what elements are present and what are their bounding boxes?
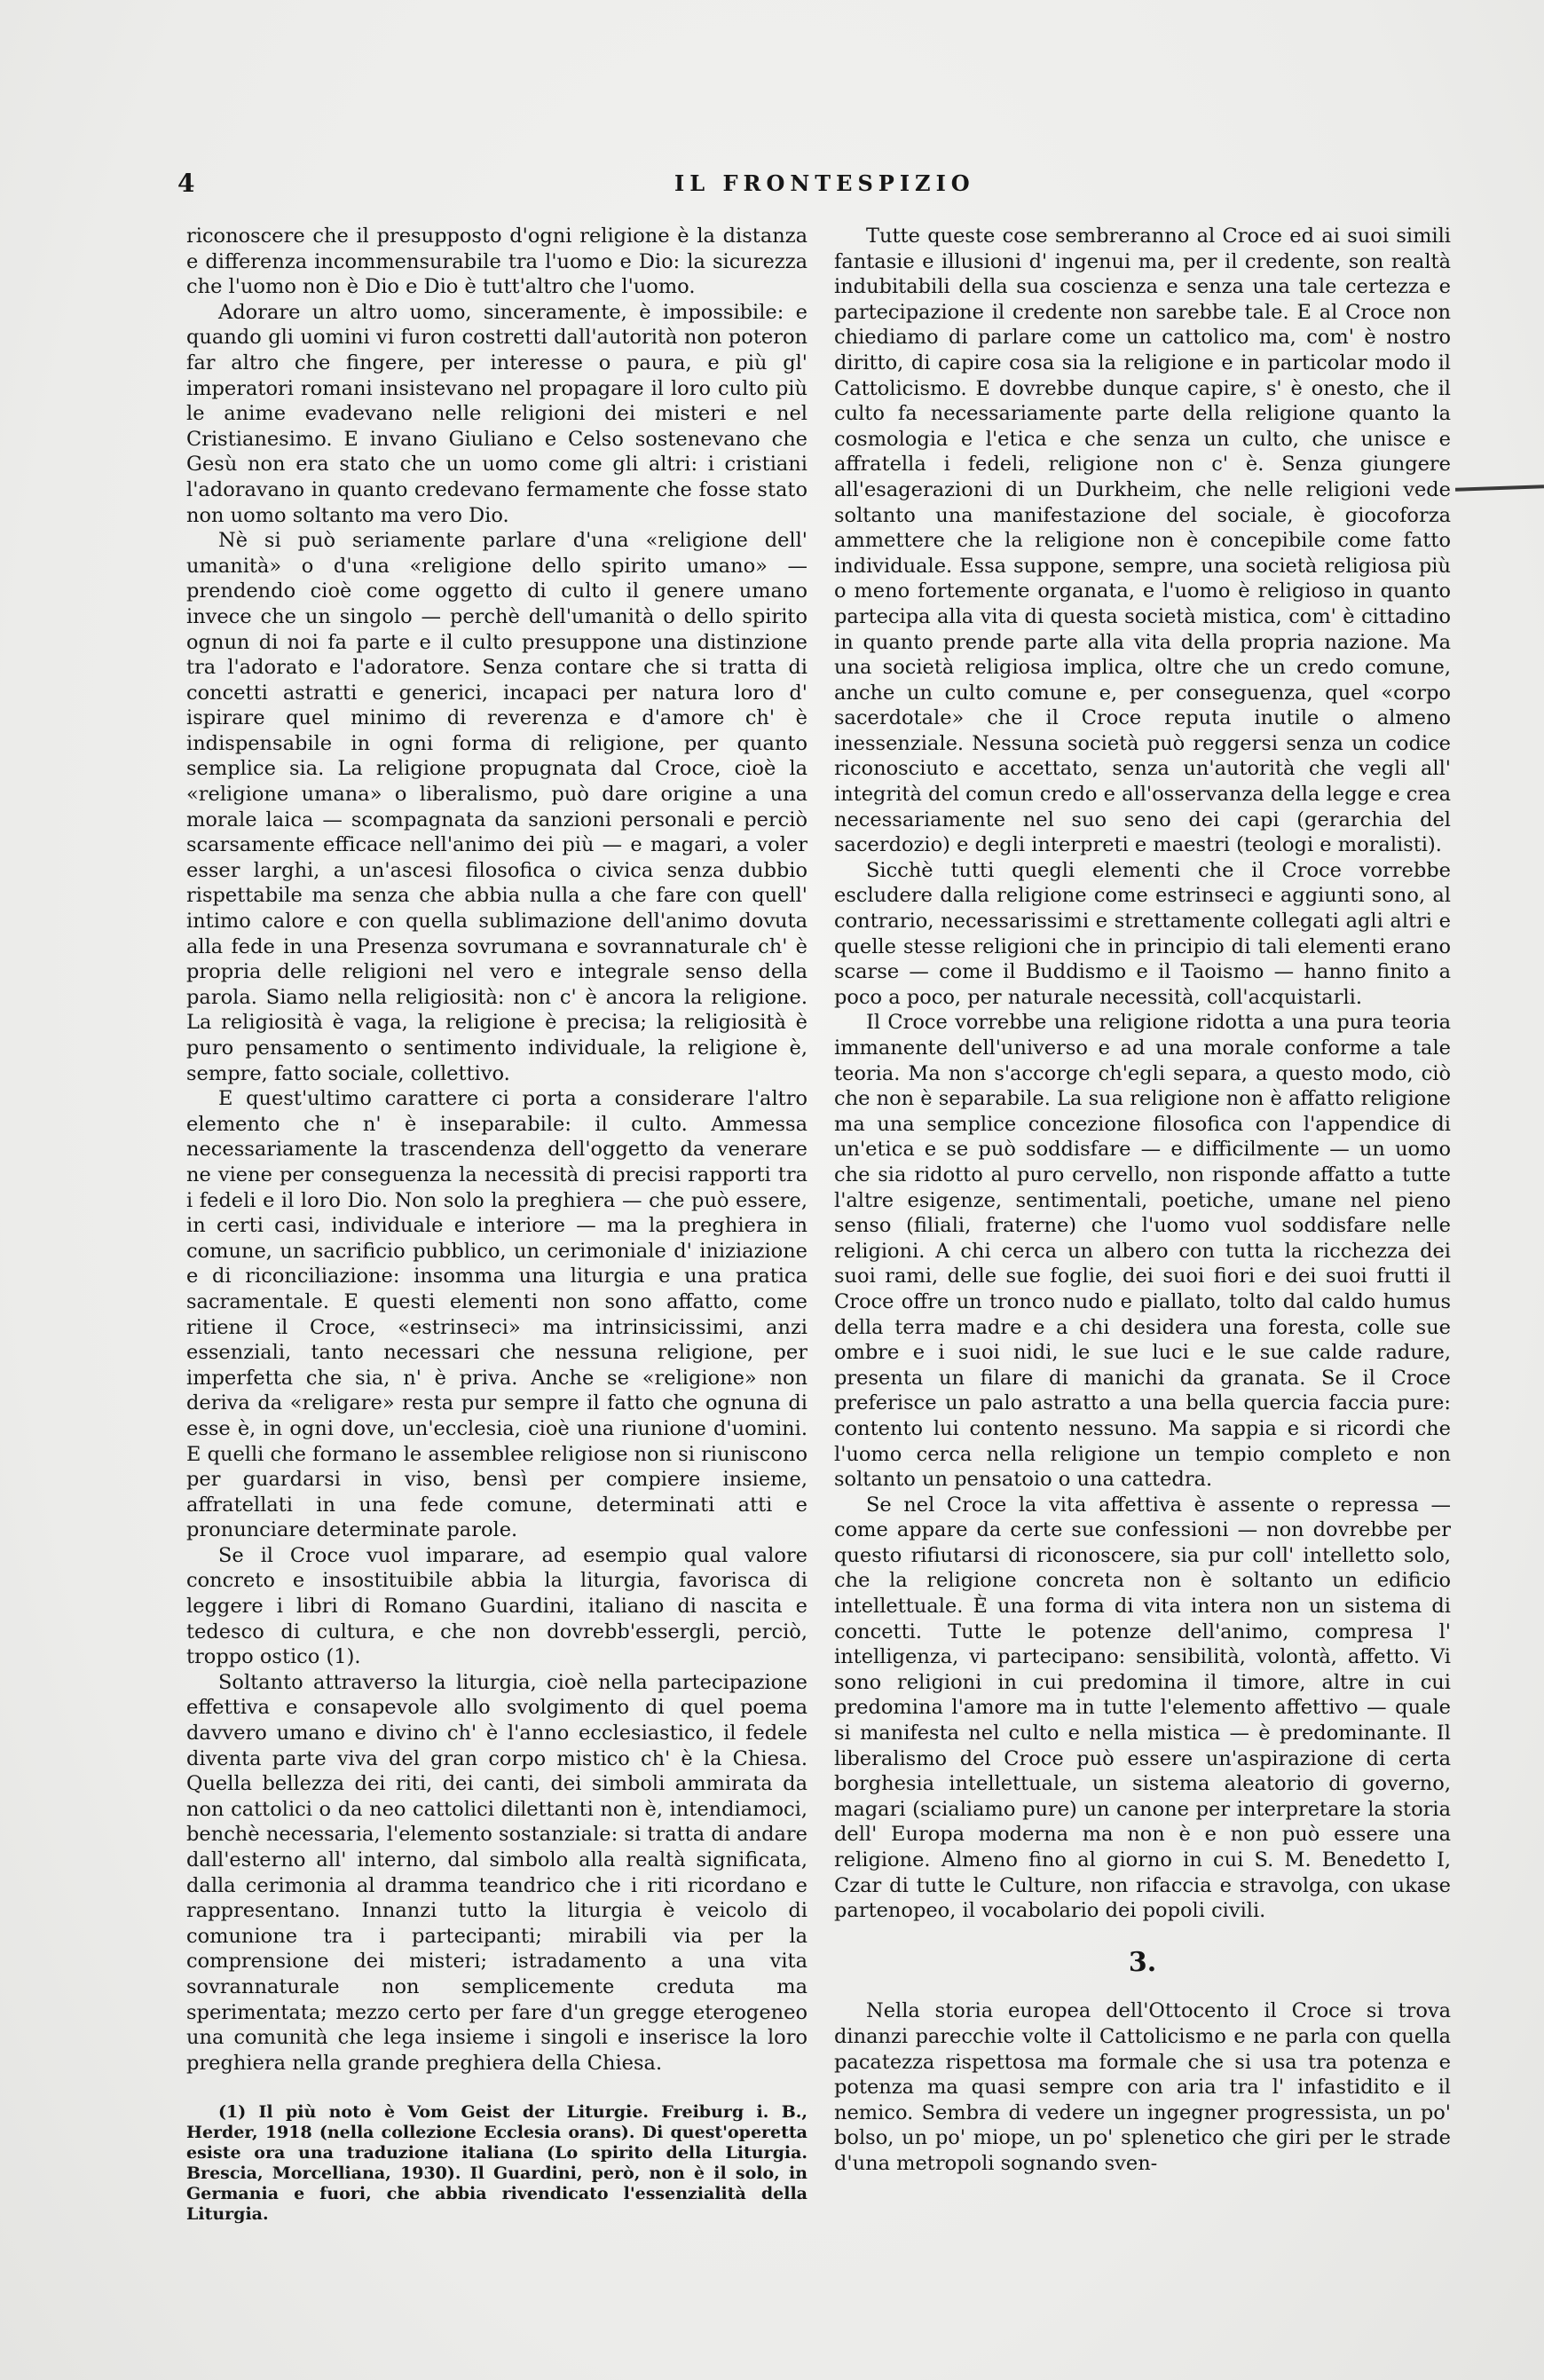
- page-number: 4: [177, 169, 195, 198]
- footnote-text: (1) Il più noto è Vom Geist der Liturgie. Freiburg i. B., Herder, 1918 (nella collezione Ecclesia orans). Di quest'operetta esiste ora una traduzione italiana (Lo spirito della Liturgia. Brescia, Morcelliana, 1930). Il Guardini, però, non è il solo, in Germania e fuori, che abbia rivendicato l'essenzialità della Liturgia.: [186, 2102, 807, 2225]
- page-header: [177, 169, 1455, 201]
- paragraph: Se nel Croce la vita affettiva è assente o repressa — come appare da certe sue confessioni — non dovrebbe per questo rifiutarsi di riconoscere, sia pur coll' intelletto solo, che la religione concreta non è soltanto un edificio intellettuale. È una forma di vita intera non un sistema di concetti. Tutte le potenze dell'animo, compresa l' intelligenza, vi partecipano: sensibilità, volontà, affetto. Vi sono religioni in cui predomina il timore, altre in cui predomina l'amore ma in tutte l'elemento affettivo — quale si manifesta nel culto e nella mistica — è predominante. Il liberalismo del Croce può essere un'aspirazione di certa borghesia intellettuale, un sistema aleatorio di governo, magari (scialiamo pure) un canone per interpretare la storia dell' Europa moderna ma non è e non può essere una religione. Almeno fino al giorno in cui S. M. Benedetto I, Czar di tutte le Culture, non rifaccia e stravolga, con ukase partenopeo, il vocabolario dei popoli civili.: [834, 1493, 1451, 1923]
- right-column: [834, 224, 1451, 2177]
- paragraph: riconoscere che il presupposto d'ogni religione è la distanza e differenza incommensurabile tra l'uomo e Dio: la sicurezza che l'uomo non è Dio e Dio è tutt'altro che l'uomo.: [186, 225, 807, 299]
- paragraph: Nè si può seriamente parlare d'una «religione dell' umanità» o d'una «religione dello spirito umano» — prendendo cioè come oggetto di culto il genere umano invece che un singolo — perchè dell'umanità o dello spirito ognun di noi fa parte e il culto presuppone una distinzione tra l'adorato e l'adoratore. Senza contare che si tratta di concetti astratti e generici, incapaci per natura loro d' ispirare quel minimo di reverenza e d'amore ch' è indispensabile in ogni forma di religione, per quanto semplice sia. La religione propugnata dal Croce, cioè la «religione umana» o liberalismo, può dare origine a una morale laica — scompagnata da sanzioni personali e perciò scarsamente efficace nell'animo dei più — e magari, a voler esser larghi, a un'ascesi filosofica o civica senza dubbio rispettabile ma senza che abbia nulla a che fare con quell' intimo calore e con quella sublimazione dell'animo dovuta alla fede in una Presenza sovrumana e sovrannaturale ch' è propria delle religioni nel vero e integrale senso della parola. Siamo nella religiosità: non c' è ancora la religione. La religiosità è vaga, la religione è precisa; la religiosità è puro pensamento o sentimento individuale, la religione è, sempre, fatto sociale, collettivo.: [186, 529, 807, 1085]
- paragraph: Tutte queste cose sembreranno al Croce ed ai suoi simili fantasie e illusioni d' ingenui ma, per il credente, son realtà indubitabili della sua coscienza e senza una tale certezza e partecipazione il credente non sarebbe tale. E al Croce non chiediamo di parlare come un cattolico ma, com' è nostro diritto, di capire cosa sia la religione e in particolar modo il Cattolicismo. E dovrebbe dunque capire, s' è onesto, che il culto fa necessariamente parte della religione quanto la cosmologia e l'etica e che senza un culto, che unisce e affratella i fedeli, religione non c' è. Senza giungere all'esagerazioni di un Durkheim, che nelle religioni vede soltanto una manifestazione del sociale, è giocoforza ammettere che la religione non è concepibile come fatto individuale. Essa suppone, sempre, una società religiosa più o meno fortemente organata, e l'uomo è religioso in quanto partecipa alla vita di questa società mistica, com' è cittadino in quanto prende parte alla vita della propria nazione. Ma una società religiosa implica, oltre che un credo comune, anche un culto comune e, per conseguenza, quel «corpo sacerdotale» che il Croce reputa inutile o almeno inessenziale. Nessuna società può reggersi senza un codice riconosciuto e accettato, senza un'autorità che vegli all' integrità del comun credo e all'osservanza della legge e crea necessariamente nel suo seno dei capi (gerarchia del sacerdozio) e degli interpreti e maestri (teologi e moralisti).: [834, 225, 1451, 857]
- section-heading: 3.: [1128, 1946, 1157, 1978]
- left-column: [186, 224, 807, 2225]
- paragraph: Se il Croce vuol imparare, ad esempio qual valore concreto e insostituibile abbia la liturgia, favorisca di leggere i libri di Romano Guardini, italiano di nascita e tedesco di cultura, e che non dovrebb'essergli, perciò, troppo ostico (1).: [186, 1543, 807, 1669]
- paragraph: Adorare un altro uomo, sinceramente, è impossibile: e quando gli uomini vi furon costretti dall'autorità non poteron far altro che fingere, per interesse o paura, e più gl' imperatori romani insistevano nel propagare il loro culto più le anime evadevano nelle religioni dei misteri e nel Cristianesimo. E invano Giuliano e Celso sostenevano che Gesù non era stato che un uomo come gli altri: i cristiani l'adoravano in quanto credevano fermamente che fosse stato non uomo soltanto ma vero Dio.: [186, 300, 807, 527]
- running-title: IL FRONTESPIZIO: [674, 170, 975, 196]
- paragraph: Il Croce vorrebbe una religione ridotta a una pura teoria immanente dell'universo e ad una morale conforme a tale teoria. Ma non s'accorge ch'egli separa, a questo modo, ciò che non è separabile. La sua religione non è affatto religione ma una semplice concezione filosofica con l'appendice di un'etica e se può soddisfare — e difficilmente — un uomo che sia ridotto al puro cervello, non risponde affatto a tutte l'altre esigenze, sentimentali, poetiche, umane nel pieno senso (filiali, fraterne) che l'uomo vuol soddisfare nelle religioni. A chi cerca un albero con tutta la ricchezza dei suoi rami, delle sue foglie, dei suoi fiori e dei suoi frutti il Croce offre un tronco nudo e piallato, tolto dal caldo humus della terra madre e a chi desidera una foresta, colle sue ombre e i suoi nidi, le sue luci e le sue calde radure, presenta un filare di manichi da granata. Se il Croce preferisce un palo astratto a una bella quercia faccia pure: contento lui contento nessuno. Ma sappia e si ricordi che l'uomo cerca nella religione un tempio completo e non soltanto un pensatoio o una cattedra.: [834, 1011, 1451, 1492]
- paragraph: Sicchè tutti quegli elementi che il Croce vorrebbe escludere dalla religione come estrinseci e aggiunti sono, al contrario, necessarissimi e strettamente collegati agli altri e quelle stesse religioni che in principio di tali elementi erano scarse — come il Buddismo e il Taoismo — hanno finito a poco a poco, per naturale necessità, coll'acquistarli.: [834, 858, 1451, 1009]
- paragraph: E quest'ultimo carattere ci porta a considerare l'altro elemento che n' è inseparabile: il culto. Ammessa necessariamente la trascendenza dell'oggetto da venerare ne viene per conseguenza la necessità di precisi rapporti tra i fedeli e il loro Dio. Non solo la preghiera — che può essere, in certi casi, individuale e interiore — ma la preghiera in comune, un sacrificio pubblico, un cerimoniale d' iniziazione e di riconciliazione: insomma una liturgia e una pratica sacramentale. E questi elementi non sono affatto, come ritiene il Croce, «estrinseci» ma intrinsicissimi, anzi essenziali, tanto necessari che nessuna religione, per imperfetta che sia, n' è priva. Anche se «religione» non deriva da «religare» resta pur sempre il fatto che ognuna di esse è, in ogni dove, un'ecclesia, cioè una riunione d'uomini. E quelli che formano le assemblee religiose non si riuniscono per guardarsi in viso, bensì per compiere insieme, affratellati in una fede comune, determinati atti e pronunciare determinate parole.: [186, 1087, 807, 1542]
- footnote: [186, 2102, 807, 2225]
- scan-margin-mark: [1455, 485, 1544, 491]
- paragraph: Nella storia europea dell'Ottocento il Croce si trova dinanzi parecchie volte il Cattolicismo e ne parla con quella pacatezza rispettosa ma formale che si usa tra potenza e potenza ma quasi sempre con aria tra l' infastidito e il nemico. Sembra di vedere un ingegner progressista, un po' bolso, un po' miope, un po' splenetico che giri per le strade d'una metropoli sognando sven-: [834, 1999, 1451, 2175]
- paragraph: Soltanto attraverso la liturgia, cioè nella partecipazione effettiva e consapevole allo svolgimento di quel poema davvero umano e divino ch' è l'anno ecclesiastico, il fedele diventa parte viva del gran corpo mistico ch' è la Chiesa. Quella bellezza dei riti, dei canti, dei simboli ammirata da non cattolici o da neo cattolici dilettanti non è, intendiamoci, benchè necessaria, l'elemento sostanziale: si tratta di andare dall'esterno all' interno, dal simbolo alla realtà significata, dalla cerimonia al dramma teandrico che i riti ricordano e rappresentano. Innanzi tutto la liturgia è veicolo di comunione tra i partecipanti; mirabili via per la comprensione dei misteri; istradamento a una vita sovrannaturale non semplicemente creduta ma sperimentata; mezzo certo per fare d'un gregge eterogeneo una comunità che lega insieme i singoli e inserisce la loro preghiera nella grande preghiera della Chiesa.: [186, 1670, 807, 2075]
